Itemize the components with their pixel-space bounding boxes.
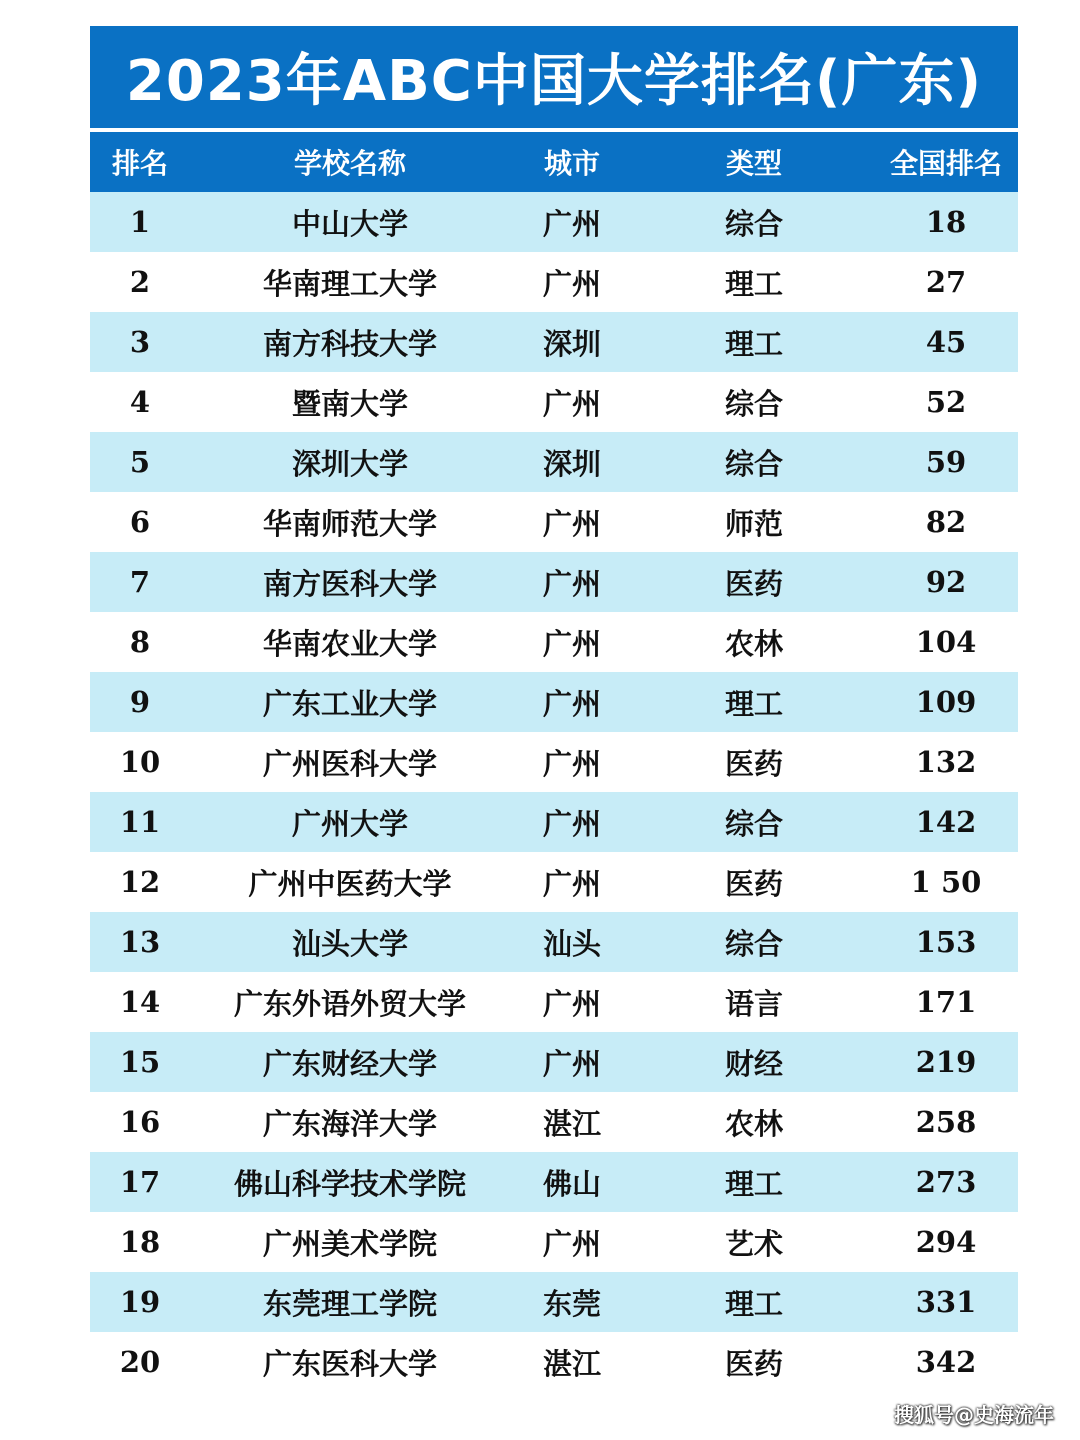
city-cell: 湛江 bbox=[510, 1092, 634, 1152]
school-name-cell: 深圳大学 bbox=[190, 432, 510, 492]
national-rank-cell: 1 50 bbox=[874, 852, 1018, 912]
rank-cell: 10 bbox=[90, 732, 190, 792]
table-row bbox=[90, 432, 1018, 492]
header-row bbox=[90, 132, 1018, 192]
table-row bbox=[90, 1032, 1018, 1092]
rank-cell: 15 bbox=[90, 1032, 190, 1092]
city-cell: 广州 bbox=[510, 192, 634, 252]
city-cell: 汕头 bbox=[510, 912, 634, 972]
rank-cell: 17 bbox=[90, 1152, 190, 1212]
table-row bbox=[90, 852, 1018, 912]
rank-cell: 14 bbox=[90, 972, 190, 1032]
type-cell: 综合 bbox=[634, 192, 874, 252]
table-body bbox=[90, 192, 1018, 1392]
type-cell: 农林 bbox=[634, 612, 874, 672]
table-row bbox=[90, 492, 1018, 552]
school-name-cell: 汕头大学 bbox=[190, 912, 510, 972]
rank-cell: 6 bbox=[90, 492, 190, 552]
national-rank-cell: 59 bbox=[874, 432, 1018, 492]
city-cell: 广州 bbox=[510, 852, 634, 912]
watermark: 搜狐号@史海流年 bbox=[894, 1403, 1054, 1427]
national-rank-cell: 82 bbox=[874, 492, 1018, 552]
rank-cell: 20 bbox=[90, 1332, 190, 1392]
school-name-cell: 广东医科大学 bbox=[190, 1332, 510, 1392]
column-header-national-rank: 全国排名 bbox=[874, 132, 1018, 192]
national-rank-cell: 273 bbox=[874, 1152, 1018, 1212]
national-rank-cell: 331 bbox=[874, 1272, 1018, 1332]
national-rank-cell: 153 bbox=[874, 912, 1018, 972]
table-row bbox=[90, 612, 1018, 672]
type-cell: 综合 bbox=[634, 792, 874, 852]
school-name-cell: 华南农业大学 bbox=[190, 612, 510, 672]
city-cell: 广州 bbox=[510, 1212, 634, 1272]
national-rank-cell: 171 bbox=[874, 972, 1018, 1032]
rank-cell: 13 bbox=[90, 912, 190, 972]
school-name-cell: 广东海洋大学 bbox=[190, 1092, 510, 1152]
rank-cell: 3 bbox=[90, 312, 190, 372]
type-cell: 理工 bbox=[634, 672, 874, 732]
rank-cell: 12 bbox=[90, 852, 190, 912]
type-cell: 理工 bbox=[634, 1272, 874, 1332]
type-cell: 财经 bbox=[634, 1032, 874, 1092]
school-name-cell: 华南师范大学 bbox=[190, 492, 510, 552]
city-cell: 深圳 bbox=[510, 432, 634, 492]
school-name-cell: 广东工业大学 bbox=[190, 672, 510, 732]
national-rank-cell: 109 bbox=[874, 672, 1018, 732]
table-row bbox=[90, 552, 1018, 612]
national-rank-cell: 45 bbox=[874, 312, 1018, 372]
school-name-cell: 广州中医药大学 bbox=[190, 852, 510, 912]
national-rank-cell: 52 bbox=[874, 372, 1018, 432]
national-rank-cell: 104 bbox=[874, 612, 1018, 672]
national-rank-cell: 258 bbox=[874, 1092, 1018, 1152]
national-rank-cell: 294 bbox=[874, 1212, 1018, 1272]
type-cell: 师范 bbox=[634, 492, 874, 552]
rank-cell: 1 bbox=[90, 192, 190, 252]
national-rank-cell: 142 bbox=[874, 792, 1018, 852]
table-row bbox=[90, 912, 1018, 972]
table-row bbox=[90, 1152, 1018, 1212]
table-row bbox=[90, 1332, 1018, 1392]
city-cell: 广州 bbox=[510, 552, 634, 612]
rank-cell: 8 bbox=[90, 612, 190, 672]
rank-cell: 16 bbox=[90, 1092, 190, 1152]
school-name-cell: 东莞理工学院 bbox=[190, 1272, 510, 1332]
school-name-cell: 佛山科学技术学院 bbox=[190, 1152, 510, 1212]
city-cell: 深圳 bbox=[510, 312, 634, 372]
ranking-table bbox=[90, 132, 1018, 1392]
type-cell: 理工 bbox=[634, 252, 874, 312]
column-header-city: 城市 bbox=[510, 132, 634, 192]
rank-cell: 11 bbox=[90, 792, 190, 852]
school-name-cell: 暨南大学 bbox=[190, 372, 510, 432]
city-cell: 广州 bbox=[510, 972, 634, 1032]
type-cell: 综合 bbox=[634, 372, 874, 432]
city-cell: 广州 bbox=[510, 372, 634, 432]
national-rank-cell: 132 bbox=[874, 732, 1018, 792]
type-cell: 综合 bbox=[634, 432, 874, 492]
table-row bbox=[90, 1212, 1018, 1272]
national-rank-cell: 92 bbox=[874, 552, 1018, 612]
table-header bbox=[90, 132, 1018, 192]
rank-cell: 4 bbox=[90, 372, 190, 432]
type-cell: 综合 bbox=[634, 912, 874, 972]
type-cell: 农林 bbox=[634, 1092, 874, 1152]
national-rank-cell: 18 bbox=[874, 192, 1018, 252]
school-name-cell: 广州美术学院 bbox=[190, 1212, 510, 1272]
rank-cell: 5 bbox=[90, 432, 190, 492]
city-cell: 广州 bbox=[510, 1032, 634, 1092]
page-title bbox=[90, 26, 1018, 128]
rank-cell: 9 bbox=[90, 672, 190, 732]
type-cell: 理工 bbox=[634, 312, 874, 372]
table-row bbox=[90, 312, 1018, 372]
school-name-cell: 南方科技大学 bbox=[190, 312, 510, 372]
type-cell: 艺术 bbox=[634, 1212, 874, 1272]
school-name-cell: 华南理工大学 bbox=[190, 252, 510, 312]
national-rank-cell: 27 bbox=[874, 252, 1018, 312]
table-row bbox=[90, 252, 1018, 312]
school-name-cell: 中山大学 bbox=[190, 192, 510, 252]
city-cell: 东莞 bbox=[510, 1272, 634, 1332]
city-cell: 广州 bbox=[510, 492, 634, 552]
national-rank-cell: 342 bbox=[874, 1332, 1018, 1392]
city-cell: 湛江 bbox=[510, 1332, 634, 1392]
city-cell: 广州 bbox=[510, 792, 634, 852]
rank-cell: 19 bbox=[90, 1272, 190, 1332]
table-row bbox=[90, 972, 1018, 1032]
table-row bbox=[90, 1092, 1018, 1152]
type-cell: 医药 bbox=[634, 732, 874, 792]
table-row bbox=[90, 732, 1018, 792]
school-name-cell: 广州大学 bbox=[190, 792, 510, 852]
column-header-rank: 排名 bbox=[90, 132, 190, 192]
column-header-type: 类型 bbox=[634, 132, 874, 192]
type-cell: 语言 bbox=[634, 972, 874, 1032]
table-row bbox=[90, 672, 1018, 732]
school-name-cell: 广东外语外贸大学 bbox=[190, 972, 510, 1032]
city-cell: 广州 bbox=[510, 252, 634, 312]
page-title-text: 2023年ABC中国大学排名(广东) bbox=[125, 49, 983, 114]
column-header-school: 学校名称 bbox=[190, 132, 510, 192]
school-name-cell: 广州医科大学 bbox=[190, 732, 510, 792]
type-cell: 理工 bbox=[634, 1152, 874, 1212]
type-cell: 医药 bbox=[634, 852, 874, 912]
city-cell: 广州 bbox=[510, 612, 634, 672]
table-row bbox=[90, 1272, 1018, 1332]
table-row bbox=[90, 792, 1018, 852]
rank-cell: 2 bbox=[90, 252, 190, 312]
school-name-cell: 广东财经大学 bbox=[190, 1032, 510, 1092]
rank-cell: 7 bbox=[90, 552, 190, 612]
table-row bbox=[90, 372, 1018, 432]
type-cell: 医药 bbox=[634, 1332, 874, 1392]
table-row bbox=[90, 192, 1018, 252]
city-cell: 广州 bbox=[510, 672, 634, 732]
type-cell: 医药 bbox=[634, 552, 874, 612]
national-rank-cell: 219 bbox=[874, 1032, 1018, 1092]
city-cell: 佛山 bbox=[510, 1152, 634, 1212]
city-cell: 广州 bbox=[510, 732, 634, 792]
school-name-cell: 南方医科大学 bbox=[190, 552, 510, 612]
rank-cell: 18 bbox=[90, 1212, 190, 1272]
